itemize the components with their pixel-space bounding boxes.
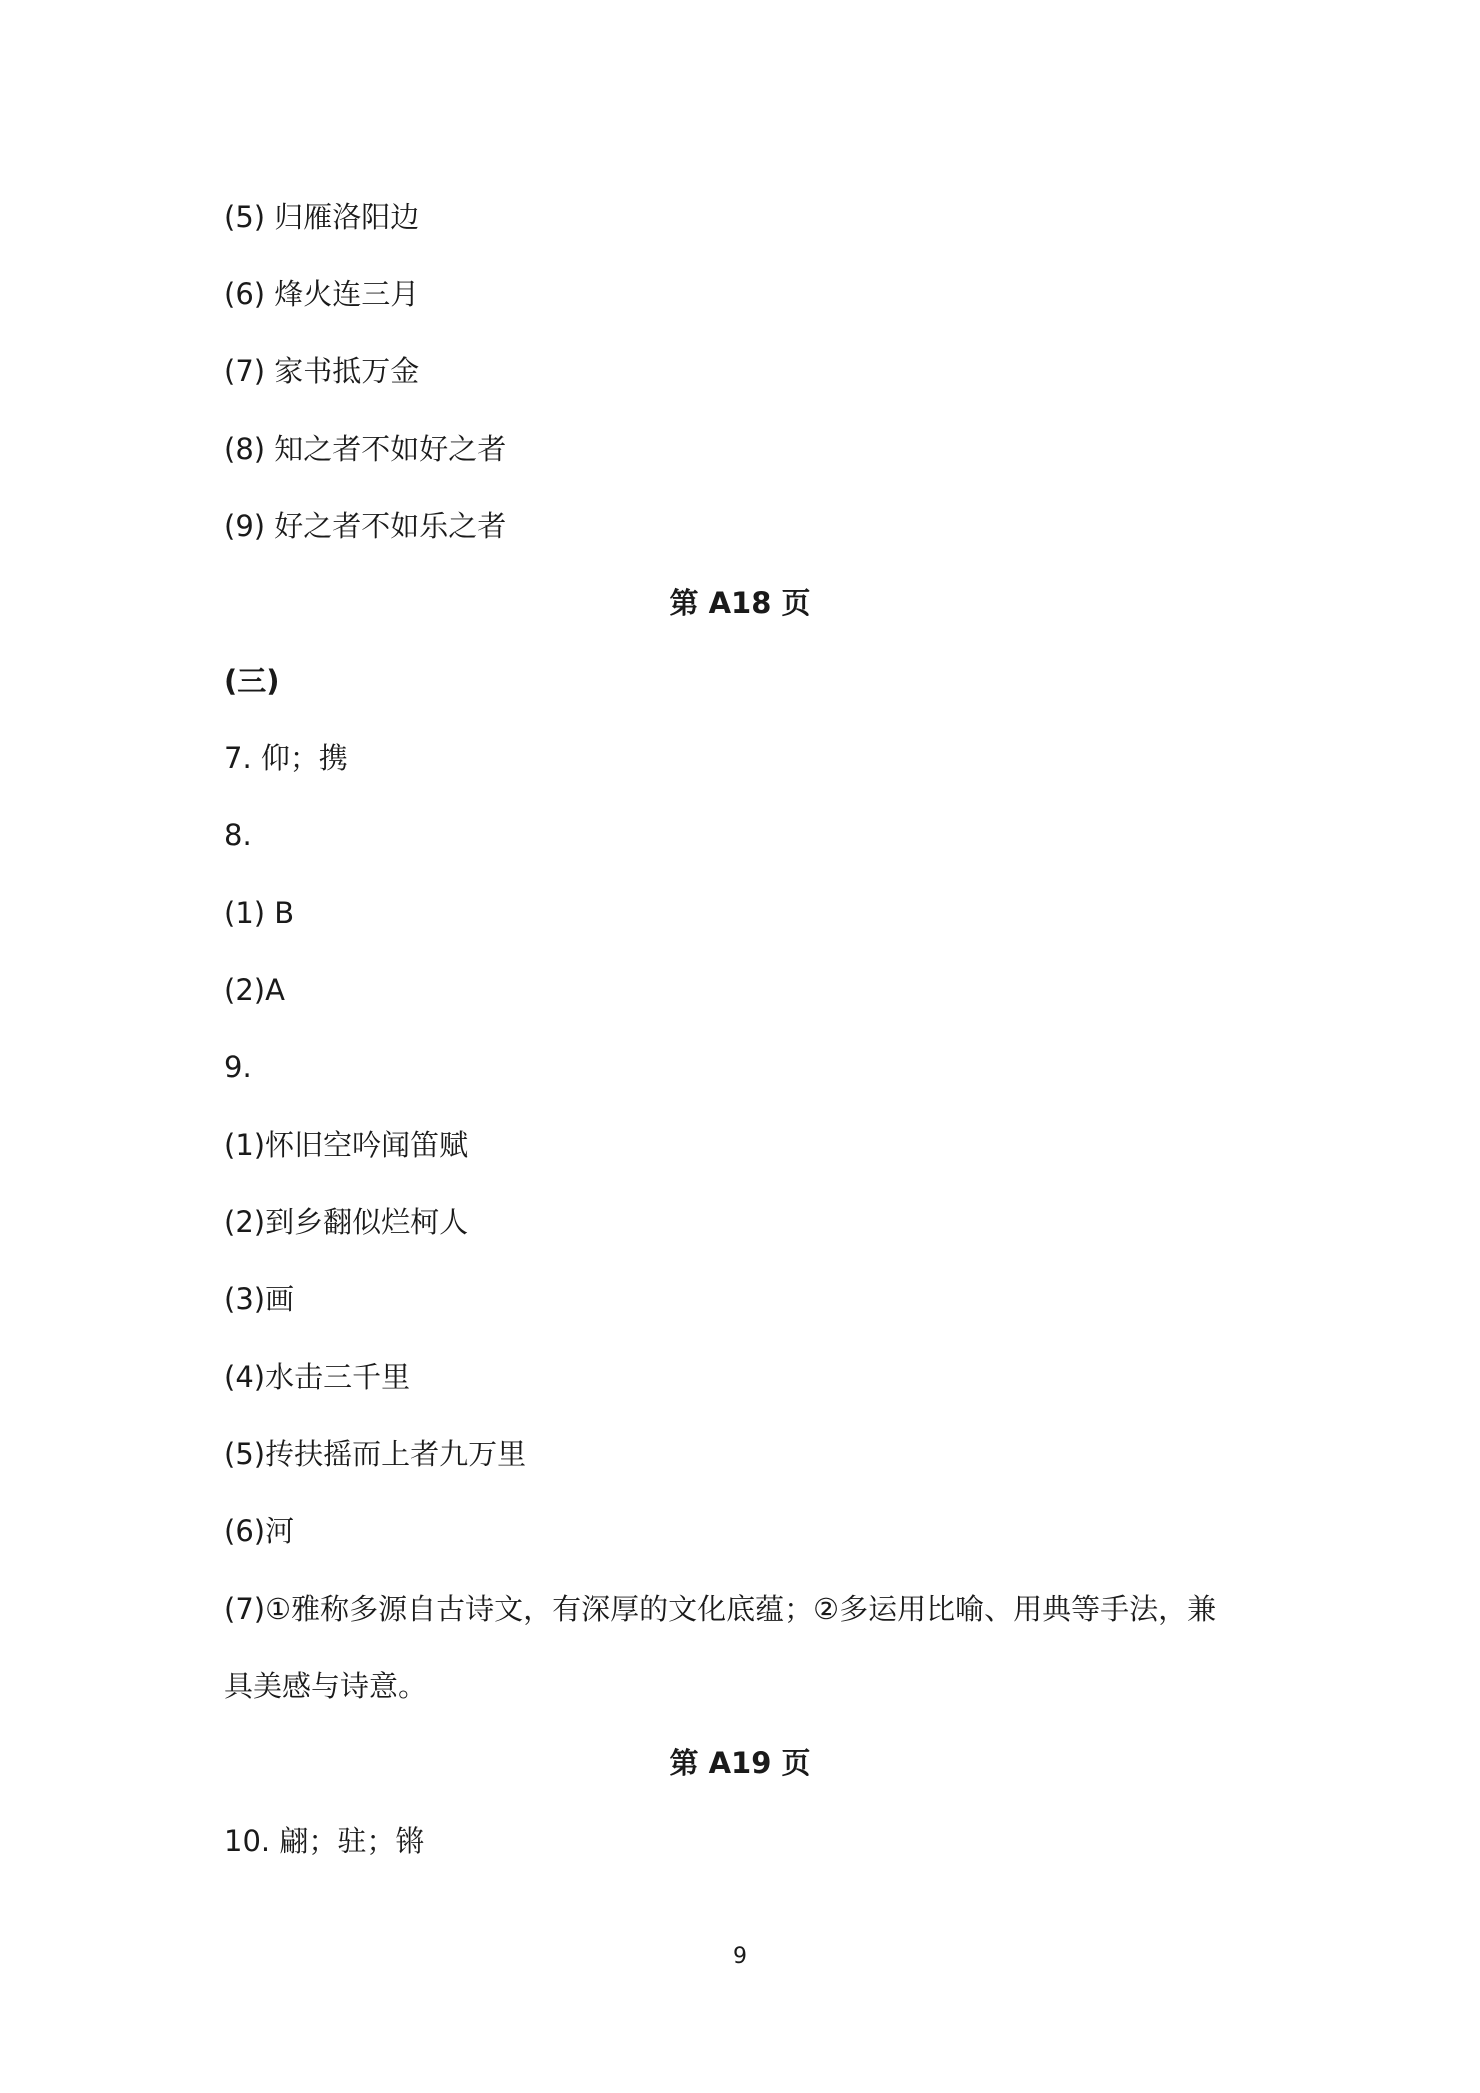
question-7-answer: 7. 仰；携 (224, 741, 348, 775)
question-9-part-2: (2)到乡翻似烂柯人 (224, 1205, 469, 1239)
question-9-part-6: (6)河 (224, 1514, 295, 1548)
question-9-part-4: (4)水击三千里 (224, 1360, 411, 1394)
question-8-part-2: (2)A (224, 973, 285, 1007)
answer-line-5: (5) 归雁洛阳边 (224, 200, 420, 234)
section-heading-a18: 第 A18 页 (669, 586, 811, 620)
question-9-part-1: (1)怀旧空吟闻笛赋 (224, 1128, 469, 1162)
question-9-part-7: (7)①雅称多源自古诗文，有深厚的文化底蕴；②多运用比喻、用典等手法，兼 (224, 1592, 1217, 1626)
question-8-part-1: (1) B (224, 896, 295, 930)
answer-line-8: (8) 知之者不如好之者 (224, 432, 507, 466)
answer-line-9: (9) 好之者不如乐之者 (224, 509, 507, 543)
answer-line-7: (7) 家书抵万金 (224, 354, 420, 388)
section-heading-a19: 第 A19 页 (669, 1746, 811, 1780)
page-number: 9 (733, 1944, 747, 1969)
question-9-part-3: (3)画 (224, 1282, 295, 1316)
question-10-answer: 10. 翩；驻；锵 (224, 1824, 425, 1858)
subsection-heading-3: (三) (224, 664, 280, 698)
question-9-part-5: (5)抟扶摇而上者九万里 (224, 1437, 527, 1471)
question-8-number: 8. (224, 818, 252, 852)
question-9-number: 9. (224, 1050, 252, 1084)
answer-line-6: (6) 烽火连三月 (224, 277, 420, 311)
question-9-part-7-continued: 具美感与诗意。 (224, 1669, 428, 1703)
